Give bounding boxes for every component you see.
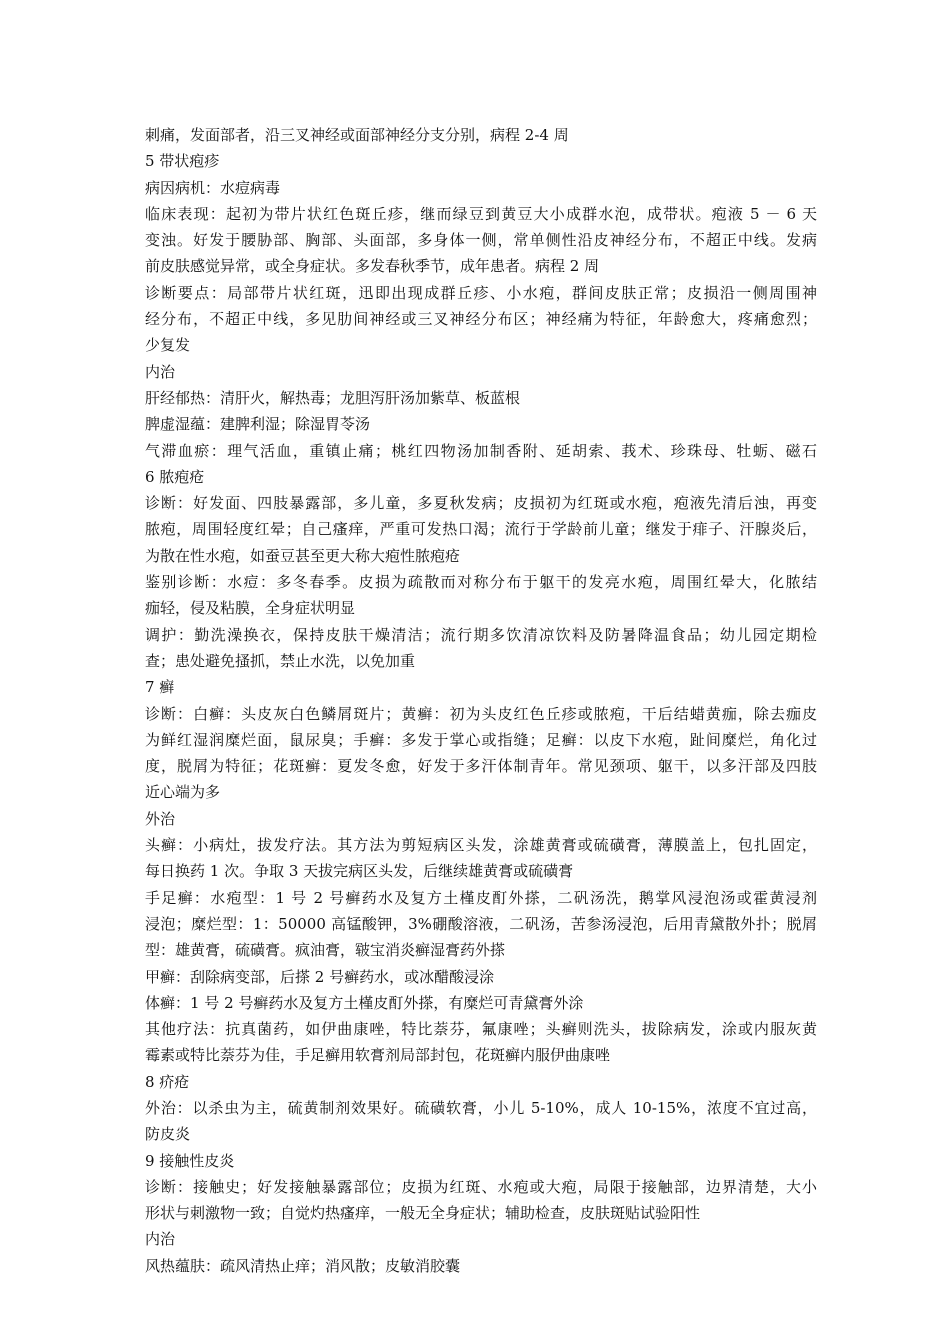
text-line: 为鲜红湿润糜烂面，鼠尿臭；手癣：多发于掌心或指缝；足癣：以皮下水疱，趾间糜烂，角化过 bbox=[145, 730, 817, 749]
text-line: 内治 bbox=[145, 1230, 176, 1249]
text-line: 诊断：白癣：头皮灰白色鳞屑斑片；黄癣：初为头皮红色丘疹或脓疱，干后结蜡黄痂，除去痂皮 bbox=[145, 704, 817, 723]
text-line: 近心端为多 bbox=[145, 783, 221, 802]
text-line: 鉴别诊断：水痘：多冬春季。皮损为疏散而对称分布于躯干的发亮水疱，周围红晕大，化脓结 bbox=[145, 573, 817, 592]
text-line: 6 脓疱疮 bbox=[145, 467, 205, 486]
text-line: 肝经郁热：清肝火，解热毒；龙胆泻肝汤加紫草、板蓝根 bbox=[145, 388, 521, 407]
text-line: 浸泡；糜烂型：1：50000 高锰酸钾，3%硼酸溶液，二矾汤，苦参汤浸泡，后用青黛散外扑；脱屑 bbox=[145, 914, 817, 933]
text-line: 防皮炎 bbox=[145, 1125, 191, 1144]
text-line: 诊断：好发面、四肢暴露部，多儿童，多夏秋发病；皮损初为红斑或水疱，疱液先清后浊，再变 bbox=[145, 494, 817, 513]
text-line: 其他疗法：抗真菌药，如伊曲康唑，特比萘芬，氟康唑；头癣则洗头，拔除病发，涂或内服灰黄 bbox=[145, 1020, 817, 1039]
text-line: 每日换药 1 次。争取 3 天拔完病区头发，后继续雄黄膏或硫磺膏 bbox=[145, 862, 574, 881]
text-line: 外治：以杀虫为主，硫黄制剂效果好。硫磺软膏，小儿 5-10%，成人 10-15%，浓度不宜过高， bbox=[145, 1098, 817, 1117]
text-line: 型：雄黄膏，硫磺膏。疯油膏，皲宝消炎癣湿膏药外搽 bbox=[145, 941, 506, 960]
text-line: 9 接触性皮炎 bbox=[145, 1151, 235, 1170]
text-line: 前皮肤感觉异常，或全身症状。多发春秋季节，成年患者。病程 2 周 bbox=[145, 257, 600, 276]
text-line: 5 带状疱疹 bbox=[145, 152, 220, 171]
text-line: 8 疥疮 bbox=[145, 1072, 190, 1091]
text-line: 内治 bbox=[145, 362, 176, 381]
text-line: 诊断要点：局部带片状红斑，迅即出现成群丘疹、小水疱，群间皮肤正常；皮损沿一侧周围神 bbox=[145, 283, 817, 302]
text-line: 7 癣 bbox=[145, 678, 175, 697]
text-line: 霉素或特比萘芬为佳，手足癣用软膏剂局部封包，花斑癣内服伊曲康唑 bbox=[145, 1046, 611, 1065]
text-line: 经分布，不超正中线，多见肋间神经或三叉神经分布区；神经痛为特征，年龄愈大，疼痛愈烈； bbox=[145, 310, 817, 329]
text-line: 手足癣：水疱型：1 号 2 号癣药水及复方土槿皮酊外搽，二矾汤洗，鹅掌风浸泡汤或霍黄浸剂 bbox=[145, 888, 817, 907]
text-line: 脓疱，周围轻度红晕；自己瘙痒，严重可发热口渴；流行于学龄前儿童；继发于痱子、汗腺炎后， bbox=[145, 520, 817, 539]
text-line: 变浊。好发于腰胁部、胸部、头面部，多身体一侧，常单侧性沿皮神经分布，不超正中线。发病 bbox=[145, 231, 817, 250]
text-line: 体癣：1 号 2 号癣药水及复方土槿皮酊外搽，有糜烂可青黛膏外涂 bbox=[145, 993, 584, 1012]
text-line: 头癣：小病灶，拔发疗法。其方法为剪短病区头发，涂雄黄膏或硫磺膏，薄膜盖上，包扎固定， bbox=[145, 836, 817, 855]
text-line: 气滞血瘀：理气活血，重镇止痛；桃红四物汤加制香附、延胡索、莪术、珍珠母、牡蛎、磁石 bbox=[145, 441, 817, 460]
text-line: 风热蕴肤：疏风清热止痒；消风散；皮敏消胶囊 bbox=[145, 1256, 461, 1275]
text-line: 为散在性水疱，如蚕豆甚至更大称大疱性脓疱疮 bbox=[145, 546, 461, 565]
text-line: 脾虚湿蕴：建脾利湿；除湿胃苓汤 bbox=[145, 415, 371, 434]
text-line: 病因病机：水痘病毒 bbox=[145, 178, 281, 197]
text-line: 甲癣：刮除病变部，后搽 2 号癣药水，或冰醋酸浸涂 bbox=[145, 967, 495, 986]
text-line: 少复发 bbox=[145, 336, 191, 355]
text-line: 调护：勤洗澡换衣，保持皮肤干燥清洁；流行期多饮清凉饮料及防暑降温食品；幼儿园定期检 bbox=[145, 625, 817, 644]
text-line: 形状与刺激物一致；自觉灼热瘙痒，一般无全身症状；辅助检查，皮肤斑贴试验阳性 bbox=[145, 1204, 701, 1223]
text-line: 痂轻，侵及粘膜，全身症状明显 bbox=[145, 599, 356, 618]
text-line: 临床表现：起初为带片状红色斑丘疹，继而绿豆到黄豆大小成群水泡，成带状。疱液 5 － 6 天 bbox=[145, 204, 817, 223]
text-line: 刺痛，发面部者，沿三叉神经或面部神经分支分别，病程 2-4 周 bbox=[145, 126, 569, 144]
text-line: 度，脱屑为特征；花斑癣：夏发冬愈，好发于多汗体制青年。常见颈项、躯干，以多汗部及四肢 bbox=[145, 757, 817, 776]
text-line: 诊断：接触史；好发接触暴露部位；皮损为红斑、水疱或大疱，局限于接触部，边界清楚，大小 bbox=[145, 1177, 817, 1196]
text-line: 查；患处避免搔抓，禁止水洗，以免加重 bbox=[145, 651, 416, 670]
text-line: 外治 bbox=[145, 809, 176, 828]
document-body bbox=[145, 122, 817, 1279]
